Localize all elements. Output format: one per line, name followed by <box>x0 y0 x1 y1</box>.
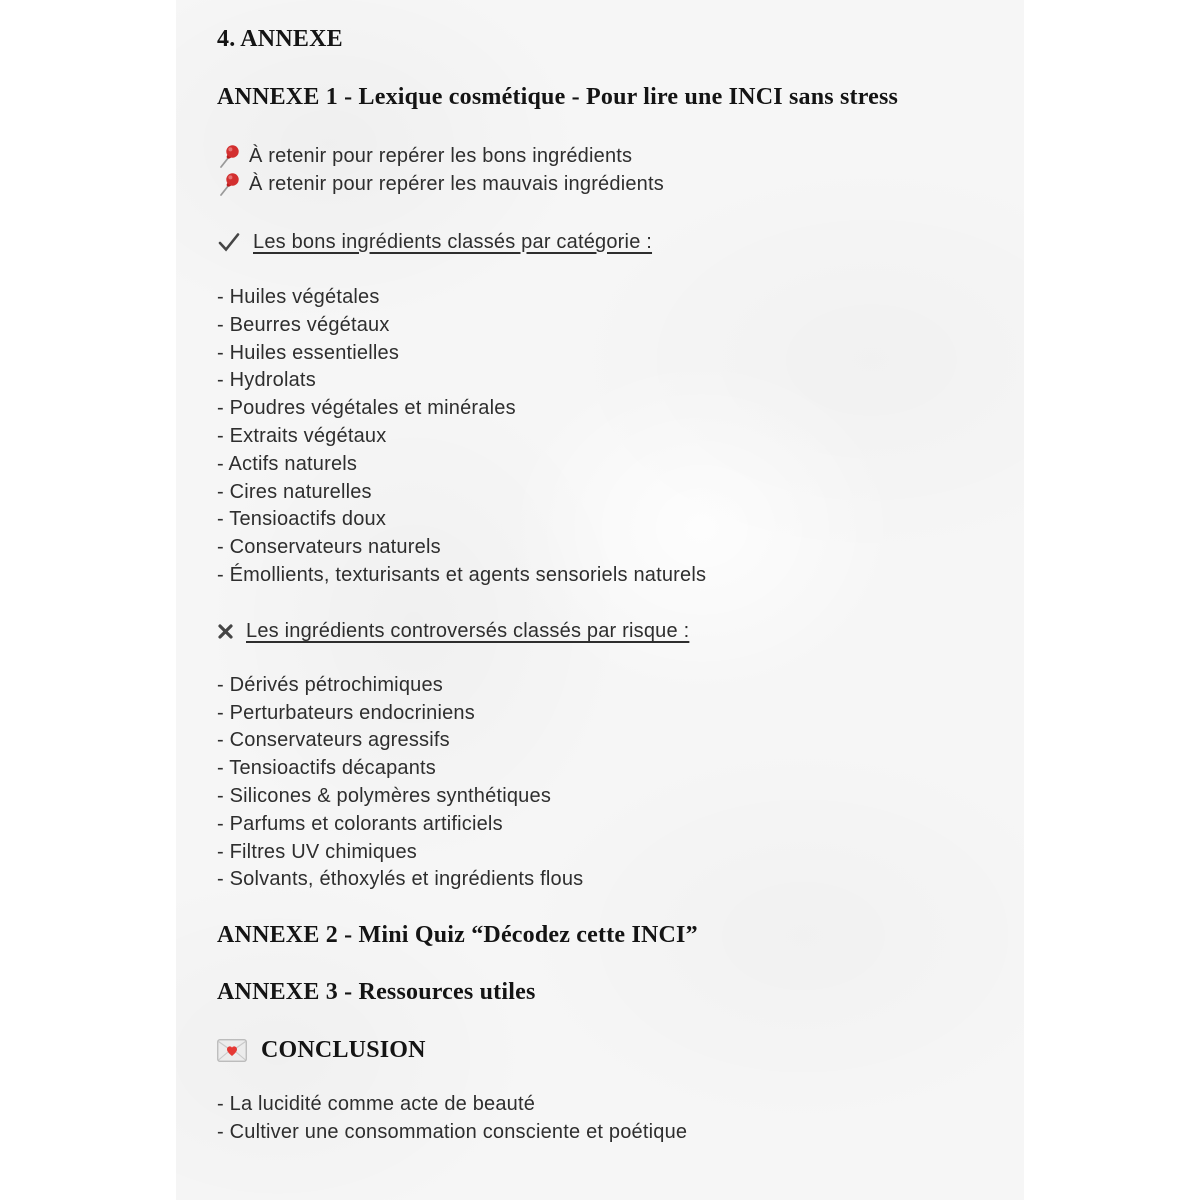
list-item: - Perturbateurs endocriniens <box>217 701 475 724</box>
conclusion-list <box>217 1091 984 1147</box>
list-item: - Cires naturelles <box>217 480 372 503</box>
list-item: - Poudres végétales et minérales <box>217 397 516 420</box>
pin-notes <box>217 142 984 198</box>
list-item: - Hydrolats <box>217 369 316 392</box>
pushpin-icon <box>217 171 240 197</box>
pin-note-row <box>217 142 984 170</box>
bad-ingredients-heading-text: Les ingrédients controversés classés par risque : <box>246 620 690 643</box>
pin-note-row <box>217 170 984 198</box>
list-item: - Huiles essentielles <box>217 341 400 364</box>
main-section-title: 4. ANNEXE <box>217 26 343 52</box>
conclusion-heading <box>217 1035 984 1065</box>
list-item: - Silicones & polymères synthétiques <box>217 784 552 807</box>
pin-note-text: À retenir pour repérer les mauvais ingrédients <box>249 173 664 195</box>
list-item: - Parfums et colorants artificiels <box>217 812 503 835</box>
good-ingredients-heading-text: Les bons ingrédients classés par catégorie : <box>253 230 653 253</box>
list-item: - Actifs naturels <box>217 452 358 475</box>
list-item: - Filtres UV chimiques <box>217 840 417 863</box>
list-item: - Émollients, texturisants et agents sensoriels naturels <box>217 563 707 586</box>
list-item: - Tensioactifs doux <box>217 508 387 531</box>
list-item: - Huiles végétales <box>217 286 380 308</box>
list-item: - Dérivés pétrochimiques <box>217 673 443 696</box>
annexe1-title: ANNEXE 1 - Lexique cosmétique - Pour lire une INCI sans stress <box>217 84 899 110</box>
good-ingredients-list <box>217 284 984 590</box>
pushpin-icon <box>217 143 240 169</box>
list-item: - Conservateurs naturels <box>217 536 441 559</box>
list-item: - La lucidité comme acte de beauté <box>217 1093 536 1116</box>
check-icon <box>217 232 241 252</box>
x-icon <box>217 623 234 640</box>
love-letter-icon <box>217 1039 247 1062</box>
list-item: - Tensioactifs décapants <box>217 757 436 780</box>
conclusion-heading-text: CONCLUSION <box>261 1037 426 1064</box>
document-page <box>176 0 1024 1200</box>
pin-note-text: À retenir pour repérer les bons ingrédients <box>249 145 633 167</box>
good-ingredients-heading <box>217 228 984 256</box>
annexe3-title: ANNEXE 3 - Ressources utiles <box>217 979 536 1006</box>
list-item: - Cultiver une consommation consciente et poétique <box>217 1120 688 1143</box>
list-item: - Extraits végétaux <box>217 424 387 447</box>
list-item: - Conservateurs agressifs <box>217 729 450 752</box>
annexe2-title: ANNEXE 2 - Mini Quiz “Décodez cette INCI” <box>217 922 698 949</box>
list-item: - Beurres végétaux <box>217 313 390 336</box>
list-item: - Solvants, éthoxylés et ingrédients flous <box>217 868 584 891</box>
bad-ingredients-heading <box>217 618 984 646</box>
bad-ingredients-list <box>217 672 984 894</box>
